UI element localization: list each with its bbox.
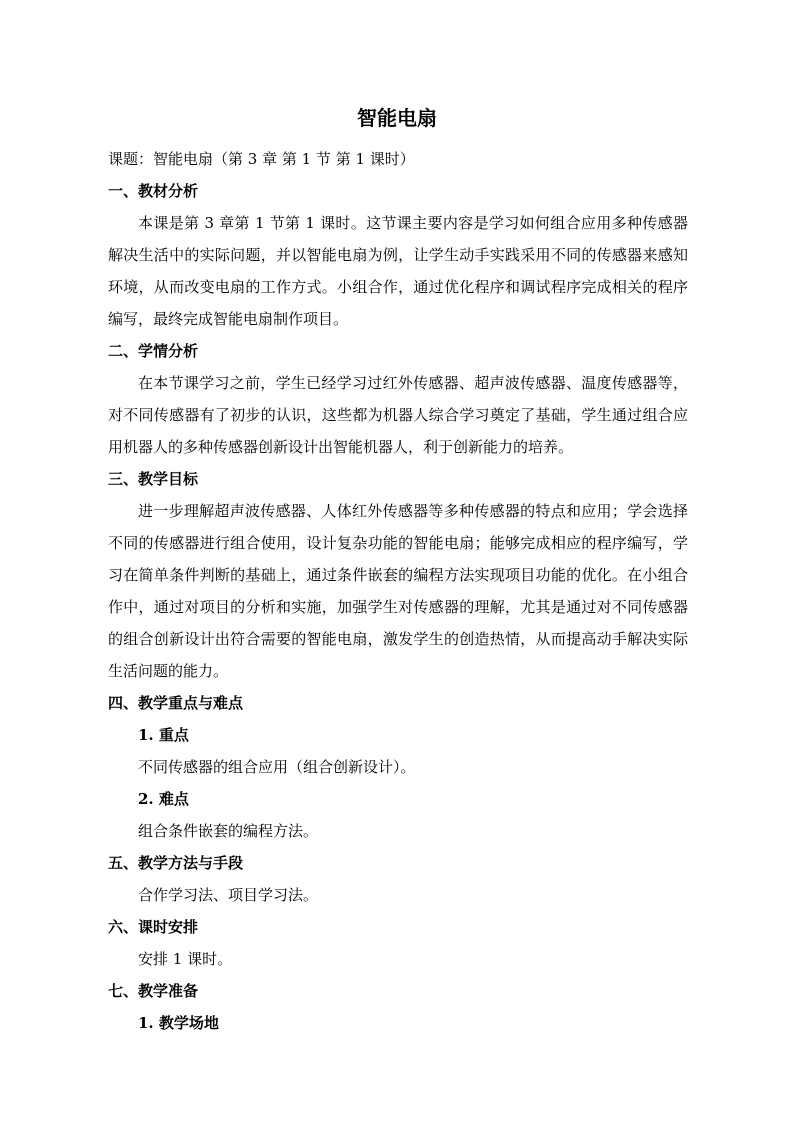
section-text-textbook-analysis: 本课是第 3 章第 1 节第 1 课时。这节课主要内容是学习如何组合应用多种传感器解决生活中的实际问题，并以智能电扇为例，让学生动手实践采用不同的传感器来感知环境，从而改变电扇的工作方式。小组合作，通过优化程序和调试程序完成相关的程序编写，最终完成智能电扇制作项目。 — [108, 214, 688, 328]
subheading-key-point: 1. 重点 — [138, 726, 189, 744]
document-body — [108, 143, 688, 1039]
section-text-teaching-goals: 进一步理解超声波传感器、人体红外传感器等多种传感器的特点和应用；学会选择不同的传感器进行组合使用，设计复杂功能的智能电扇；能够完成相应的程序编写，学习在简单条件判断的基础上，通过条件嵌套的编程方法实现项目功能的优化。在小组合作中，通过对项目的分析和实施，加强学生对传感器的理解，尤其是通过对不同传感器的组合创新设计出符合需要的智能电扇，激发学生的创造热情，从而提高动手解决实际生活问题的能力。 — [108, 502, 688, 680]
subheading-difficulty: 2. 难点 — [138, 790, 189, 808]
section-heading-student-analysis: 二、学情分析 — [108, 342, 199, 360]
subtext-key-point: 不同传感器的组合应用（组合创新设计）。 — [138, 758, 416, 776]
subheading-venue: 1. 教学场地 — [138, 1014, 219, 1032]
section-text-student-analysis: 在本节课学习之前，学生已经学习过红外传感器、超声波传感器、温度传感器等，对不同传感器有了初步的认识，这些都为机器人综合学习奠定了基础，学生通过组合应用机器人的多种传感器创新设计出智能机器人，利于创新能力的培养。 — [108, 374, 688, 456]
subtext-difficulty: 组合条件嵌套的编程方法。 — [138, 822, 319, 840]
section-heading-textbook-analysis: 一、教材分析 — [108, 182, 199, 200]
section-heading-preparation: 七、教学准备 — [108, 982, 199, 1000]
section-heading-key-points: 四、教学重点与难点 — [108, 694, 244, 712]
section-heading-teaching-goals: 三、教学目标 — [108, 470, 199, 488]
section-heading-methods: 五、教学方法与手段 — [108, 854, 244, 872]
document-title: 智能电扇 — [357, 106, 437, 130]
section-text-methods: 合作学习法、项目学习法。 — [138, 886, 319, 904]
course-line: 课题：智能电扇（第 3 章 第 1 节 第 1 课时） — [108, 150, 415, 168]
section-heading-schedule: 六、课时安排 — [108, 918, 199, 936]
section-text-schedule: 安排 1 课时。 — [138, 950, 233, 968]
